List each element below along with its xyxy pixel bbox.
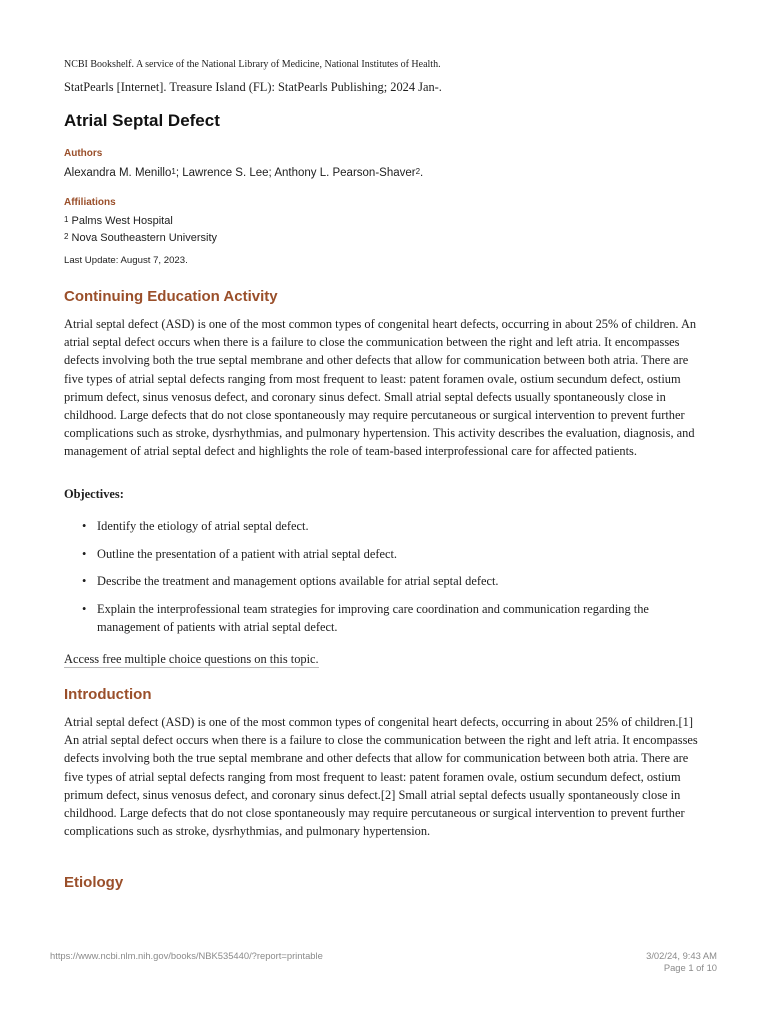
objective-text: Describe the treatment and management options available for atrial septal defect. [97, 574, 499, 589]
author-affiliation-ref[interactable]: 2 [415, 167, 421, 176]
last-update: Last Update: August 7, 2023. [64, 255, 188, 266]
affiliation-number: 1 [64, 215, 69, 224]
bullet-icon: • [82, 519, 87, 533]
footer-datetime: 3/02/24, 9:43 AM [646, 950, 717, 961]
author-name[interactable]: Alexandra M. Menillo [64, 167, 172, 179]
author-separator: . [420, 167, 424, 179]
affiliation-number: 2 [64, 232, 69, 241]
footer-url: https://www.ncbi.nlm.nih.gov/books/NBK535440/?report=printable [50, 950, 323, 961]
footer-page-number: Page 1 of 10 [663, 961, 717, 973]
bullet-icon: • [82, 601, 87, 616]
service-notice: NCBI Bookshelf. A service of the National Library of Medicine, National Institutes of Health. [64, 59, 441, 70]
section-heading-continuing-education: Continuing Education Activity [64, 288, 278, 305]
objectives-list [64, 517, 704, 646]
objective-text: Identify the etiology of atrial septal defect. [97, 519, 309, 533]
list-item [64, 545, 704, 563]
bullet-icon: • [82, 574, 87, 589]
author-affiliation-ref[interactable]: 1 [171, 167, 176, 176]
objective-text: Outline the presentation of a patient with atrial septal defect. [97, 546, 398, 561]
author-name[interactable]: Lawrence S. Lee [182, 167, 269, 179]
author-separator: ; [175, 167, 183, 179]
list-item [64, 600, 704, 636]
affiliation-name: Nova Southeastern University [71, 232, 218, 244]
authors-label: Authors [64, 148, 103, 159]
access-questions-link[interactable]: Access free multiple choice questions on this topic. [64, 652, 319, 666]
affiliations-label: Affiliations [64, 197, 116, 208]
section-heading-introduction: Introduction [64, 686, 152, 703]
authors-line [64, 167, 423, 179]
continuing-education-paragraph: Atrial septal defect (ASD) is one of the most common types of congenital heart defects, occurring in about 25% of children. An atrial septal defect occurs when there is a failure to close the communication between the right and left atria. It encompasses defects involving both the true septal membrane and other defects that allow for communication between both atria. There are five types of atrial septal defects ranging from most frequent to least: patent foramen ovale, ostium secundum defect, ostium primum defect, sinus venosus defect, and coronary sinus defect. Small atrial septal defects usually spontaneously close in childhood. Large defects that do not close spontaneously may require percutaneous or surgical intervention to prevent further complications such as stroke, dysrhythmias, and pulmonary hypertension. This activity describes the evaluation, diagnosis, and management of atrial septal defect and highlights the role of team-based interprofessional care for affected patients. [64, 317, 697, 459]
affiliation-item [64, 215, 173, 227]
list-item [64, 572, 704, 590]
objectives-label: Objectives: [64, 487, 124, 501]
objective-text: Explain the interprofessional team strategies for improving care coordination and communication regarding the management of patients with atrial septal defect. [97, 601, 649, 634]
page-title: Atrial Septal Defect [64, 111, 220, 130]
affiliation-item [64, 232, 217, 244]
affiliation-name: Palms West Hospital [71, 215, 173, 227]
author-name[interactable]: Anthony L. Pearson-Shaver [274, 167, 416, 179]
citation: StatPearls [Internet]. Treasure Island (FL): StatPearls Publishing; 2024 Jan-. [64, 80, 442, 94]
section-heading-etiology: Etiology [64, 874, 124, 891]
author-separator: ; [268, 167, 275, 179]
footer-meta [646, 950, 717, 973]
list-item [64, 517, 704, 535]
introduction-paragraph: Atrial septal defect (ASD) is one of the most common types of congenital heart defects, occurring in about 25% of children.[1] An atrial septal defect occurs when there is a failure to close the communication between the right and left atria. It encompasses defects involving both the true septal membrane and other defects that allow for communication between both atria. There are five types of atrial septal defects ranging from most frequent to least: patent foramen ovale, ostium secundum defect, ostium primum defect, sinus venosus defect, and coronary sinus defect.[2] Small atrial septal defects usually spontaneously close in childhood. Large defects that do not close spontaneously may require percutaneous or surgical intervention to prevent further complications such as stroke, dysrhythmias, and pulmonary hypertension. [64, 715, 698, 839]
bullet-icon: • [82, 546, 87, 561]
